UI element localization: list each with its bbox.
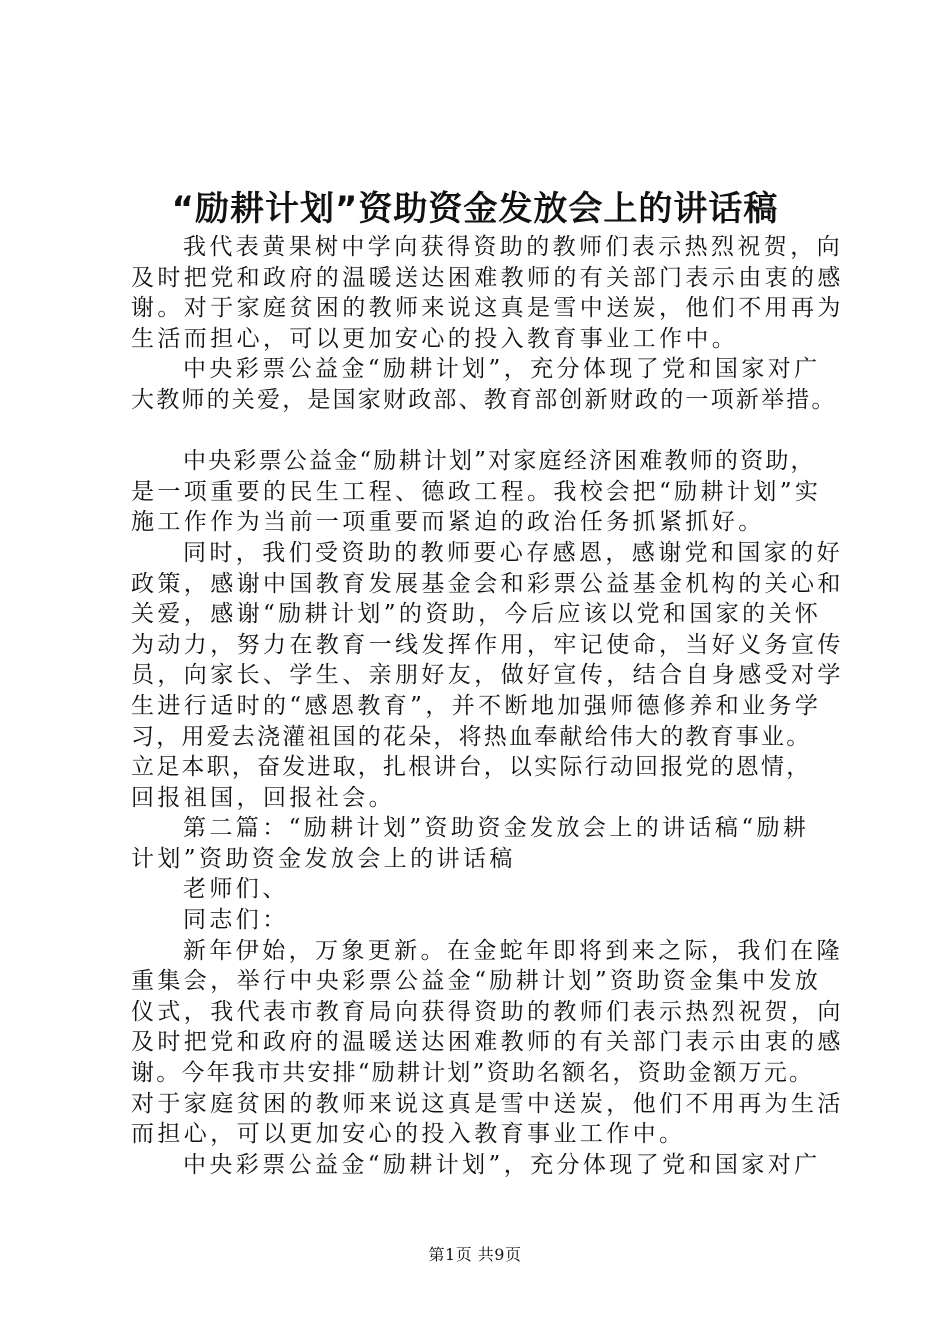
paragraph-line: 政策，感谢中国教育发展基金会和彩票公益基金机构的关心和 bbox=[131, 570, 844, 597]
paragraph-line: 而担心，可以更加安心的投入教育事业工作中。 bbox=[131, 1121, 686, 1148]
paragraph-line: 习，用爱去浇灌祖国的花朵，将热血奉献给伟大的教育事业。 bbox=[131, 723, 812, 750]
paragraph-line: 中央彩票公益金“励耕计划”对家庭经济困难教师的资助， bbox=[183, 448, 816, 475]
paragraph-line: 中央彩票公益金“励耕计划”，充分体现了党和国家对广 bbox=[183, 1151, 821, 1178]
section-heading-line: 第二篇：“励耕计划”资助资金发放会上的讲话稿“励耕 bbox=[183, 815, 810, 842]
paragraph-line: 员，向家长、学生、亲朋好友，做好宣传，结合自身感受对学 bbox=[131, 662, 844, 689]
document-title: “励耕计划”资助资金发放会上的讲话稿 bbox=[171, 189, 779, 229]
paragraph-line: 我代表黄果树中学向获得资助的教师们表示热烈祝贺，向 bbox=[183, 234, 843, 260]
paragraph-line: 谢。对于家庭贫困的教师来说这真是雪中送炭，他们不用再为 bbox=[131, 295, 844, 322]
paragraph-line: 是一项重要的民生工程、德政工程。我校会把“励耕计划”实 bbox=[131, 478, 822, 505]
paragraph-line: 大教师的关爱，是国家财政部、教育部创新财政的一项新举措。 bbox=[131, 386, 837, 413]
paragraph-line: 及时把党和政府的温暖送达困难教师的有关部门表示由衷的感 bbox=[131, 1029, 844, 1056]
paragraph-line: 谢。今年我市共安排“励耕计划”资助名额名，资助金额万元。 bbox=[131, 1060, 815, 1087]
paragraph-line: 仪式，我代表市教育局向获得资助的教师们表示热烈祝贺，向 bbox=[131, 998, 844, 1025]
paragraph-line: 及时把党和政府的温暖送达困难教师的有关部门表示由衷的感 bbox=[131, 264, 844, 291]
paragraph-line: 回报祖国，回报社会。 bbox=[131, 784, 395, 811]
salutation-line: 老师们、 bbox=[183, 876, 289, 903]
paragraph-line: 对于家庭贫困的教师来说这真是雪中送炭，他们不用再为生活 bbox=[131, 1090, 844, 1117]
paragraph-spacer bbox=[131, 416, 841, 447]
paragraph-line: 生进行适时的“感恩教育”，并不断地加强师德修养和业务学 bbox=[131, 692, 822, 719]
paragraph-line: 中央彩票公益金“励耕计划”，充分体现了党和国家对广 bbox=[183, 356, 821, 383]
paragraph-line: 施工作作为当前一项重要而紧迫的政治任务抓紧抓好。 bbox=[131, 509, 765, 536]
salutation-line: 同志们： bbox=[183, 907, 289, 934]
document-body bbox=[131, 232, 844, 1180]
paragraph-line: 新年伊始，万象更新。在金蛇年即将到来之际，我们在隆 bbox=[183, 937, 843, 964]
paragraph-line: 同时，我们受资助的教师要心存感恩，感谢党和国家的好 bbox=[183, 539, 843, 566]
section-heading-line: 计划”资助资金发放会上的讲话稿 bbox=[131, 845, 516, 872]
paragraph-line: 为动力，努力在教育一线发挥作用，牢记使命，当好义务宣传 bbox=[131, 631, 844, 658]
paragraph-line: 立足本职，奋发进取，扎根讲台，以实际行动回报党的恩情， bbox=[131, 754, 812, 781]
paragraph-line: 重集会，举行中央彩票公益金“励耕计划”资助资金集中发放 bbox=[131, 968, 822, 995]
page-number-footer: 第1页 共9页 bbox=[428, 1245, 522, 1264]
paragraph-line: 关爱，感谢“励耕计划”的资助，今后应该以党和国家的关怀 bbox=[131, 601, 822, 628]
paragraph-line: 生活而担心，可以更加安心的投入教育事业工作中。 bbox=[131, 325, 739, 352]
